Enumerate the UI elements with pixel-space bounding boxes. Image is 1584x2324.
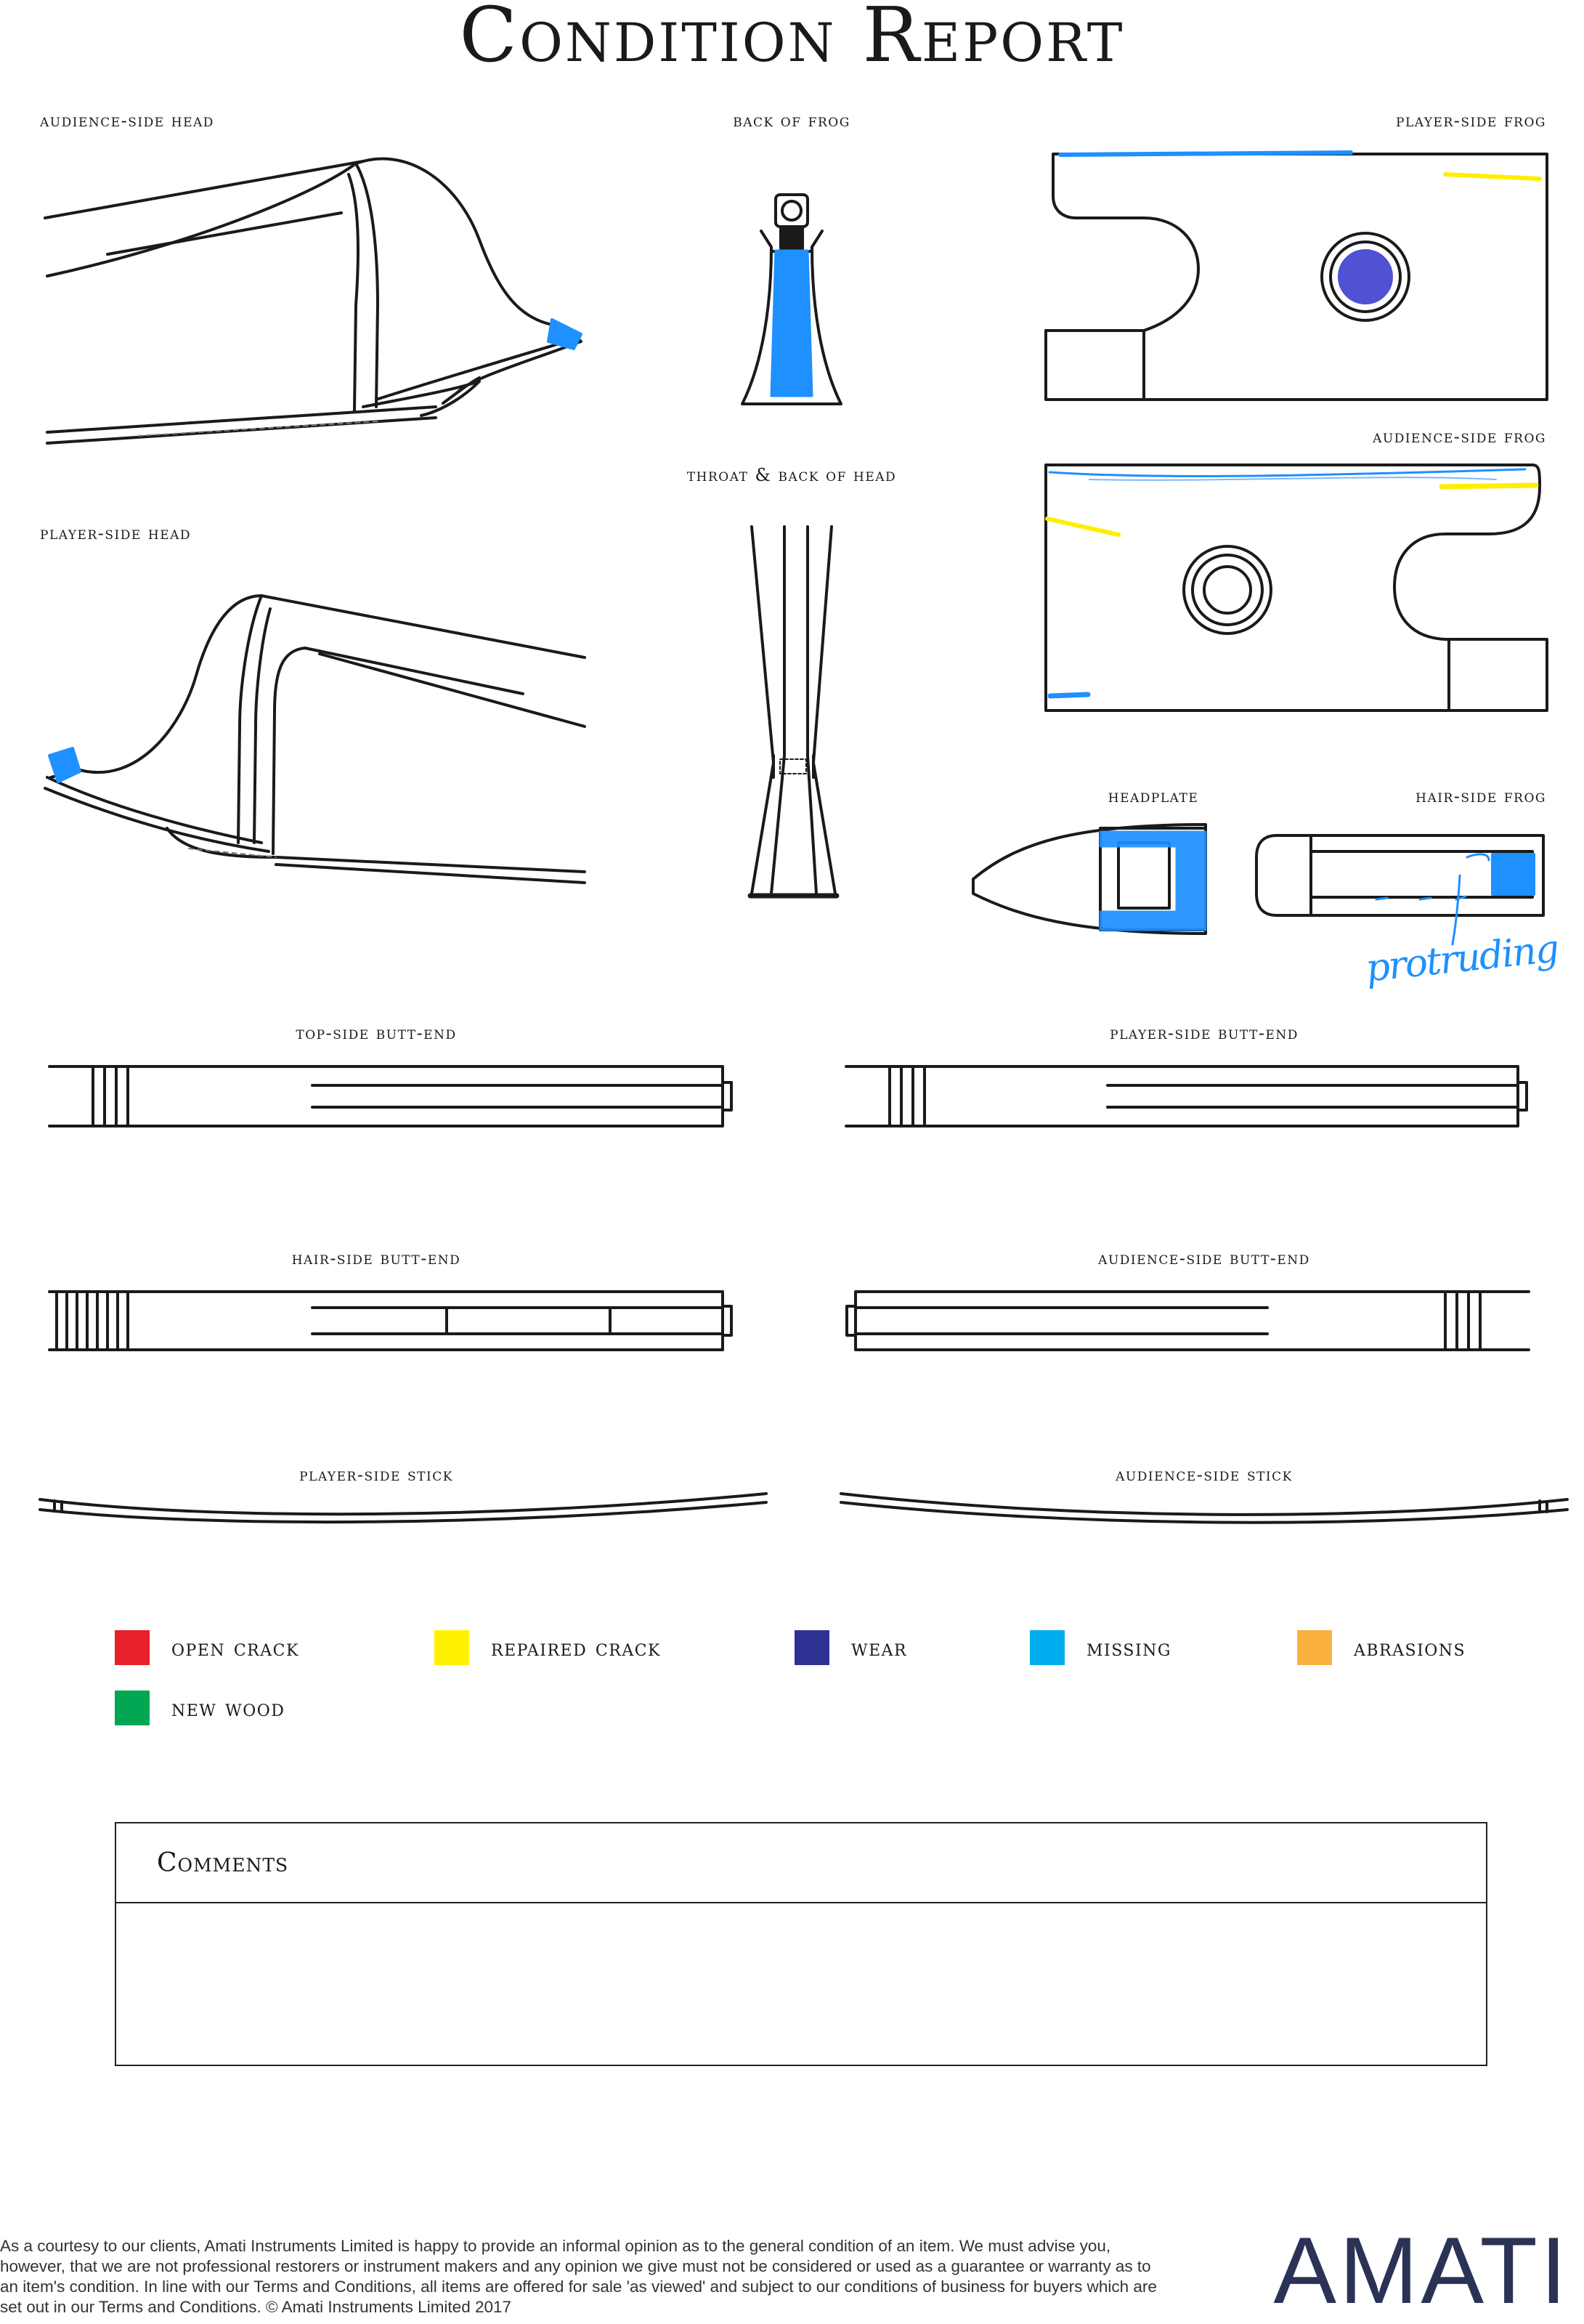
audience-side-butt-end-drawing [847, 1292, 1529, 1350]
label-hair-side-frog: hair-side frog [1416, 786, 1546, 806]
headplate-drawing [973, 825, 1206, 934]
page-title: Condition Report [459, 0, 1125, 79]
label-hair-side-butt-end: hair-side butt-end [291, 1248, 461, 1268]
label-audience-side-head: audience-side head [40, 110, 214, 131]
hair-side-butt-end-drawing [49, 1292, 731, 1350]
top-side-butt-end-drawing [49, 1066, 731, 1126]
audience-side-head-drawing [45, 159, 581, 443]
label-audience-side-frog: audience-side frog [1373, 426, 1546, 447]
legend-swatch [1030, 1630, 1065, 1665]
label-headplate: headplate [1108, 786, 1199, 806]
legend-missing [1030, 1630, 1171, 1665]
legend-label: new wood [171, 1694, 285, 1722]
player-side-head-drawing [45, 596, 585, 883]
label-player-side-stick: player-side stick [299, 1465, 453, 1485]
legend-swatch [1297, 1630, 1332, 1665]
label-back-of-frog: back of frog [733, 110, 850, 131]
legend-new-wood [115, 1691, 285, 1725]
legend-repaired-crack [434, 1630, 661, 1665]
hair-side-frog-drawing [1256, 835, 1543, 944]
audience-side-stick-drawing [841, 1494, 1567, 1523]
label-top-side-butt-end: top-side butt-end [296, 1023, 457, 1043]
player-side-frog-drawing [1046, 153, 1547, 400]
disclaimer-text: As a courtesy to our clients, Amati Instruments Limited is happy to provide an informal opinion as to the general condition of an item. We must advise you, however, that we are not professional restorers or instrument makers and any opinion we give must not be considered or used as a guarantee or warranty as to an item's condition. In line with our Terms and Conditions, all items are offered for sale 'as viewed' and subject to our conditions of business for buyers which are set out in our Terms and Conditions. © Amati Instruments Limited 2017 [0, 2237, 1157, 2316]
amati-logo: AMATI [1273, 2217, 1569, 2323]
legend-label: wear [851, 1634, 908, 1661]
comments-heading: Comments [116, 1823, 1486, 1903]
legend-swatch [115, 1691, 150, 1725]
legend-label: missing [1087, 1634, 1171, 1661]
label-audience-side-stick: audience-side stick [1116, 1465, 1293, 1485]
label-throat-back-of-head: throat & back of head [686, 465, 897, 485]
handwritten-note: protruding [1363, 927, 1560, 991]
legend-swatch [115, 1630, 150, 1665]
audience-side-frog-drawing [1046, 465, 1547, 710]
label-audience-side-butt-end: audience-side butt-end [1098, 1248, 1310, 1268]
legend-abrasions [1297, 1630, 1466, 1665]
legend-label: abrasions [1354, 1634, 1466, 1661]
legend-label: repaired crack [491, 1634, 661, 1661]
legend-swatch [434, 1630, 469, 1665]
comments-box [115, 1822, 1487, 2066]
legend-label: open crack [171, 1634, 299, 1661]
player-side-stick-drawing [40, 1494, 766, 1522]
player-side-butt-end-drawing [846, 1066, 1527, 1126]
label-player-side-butt-end: player-side butt-end [1110, 1023, 1299, 1043]
throat-back-of-head-drawing [750, 527, 837, 896]
label-player-side-frog: player-side frog [1396, 110, 1546, 131]
comments-body[interactable] [116, 1903, 1486, 2063]
label-player-side-head: player-side head [40, 523, 192, 543]
legend-wear [795, 1630, 907, 1665]
legend-swatch [795, 1630, 829, 1665]
back-of-frog-drawing [742, 195, 841, 404]
legend-open-crack [115, 1630, 299, 1665]
